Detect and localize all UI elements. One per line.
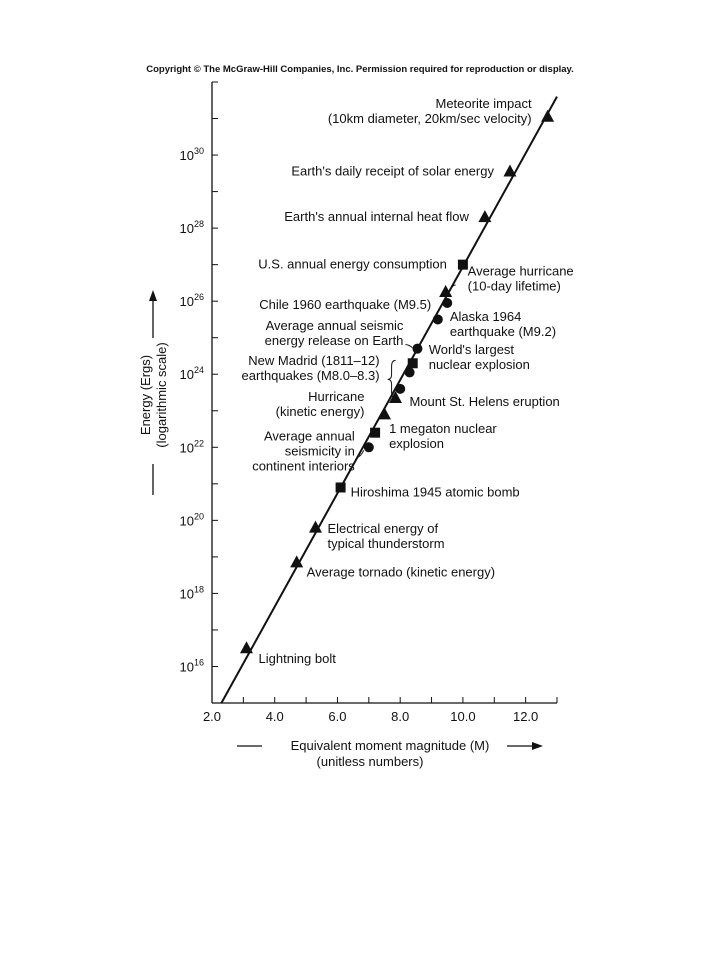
copyright-notice: Copyright © The McGraw-Hill Companies, Inc. Permission required for reproduction or display. xyxy=(146,64,574,75)
y-axis-title-group xyxy=(138,342,169,447)
leader-line xyxy=(405,345,412,348)
point-label: World's largest xyxy=(428,341,515,357)
point-label: Average tornado (kinetic energy) xyxy=(306,564,496,580)
point-square xyxy=(336,482,346,492)
y-tick-label: $10^{18}$ xyxy=(179,584,204,602)
point-triangle xyxy=(503,164,516,176)
x-tick-label: 12.0 xyxy=(512,709,539,724)
point-label: Average annual xyxy=(263,428,355,444)
y-title-arrowhead xyxy=(149,290,157,301)
point-circle xyxy=(405,367,415,377)
point-label: earthquakes (M8.0–8.3) xyxy=(241,367,380,383)
point-triangle xyxy=(378,407,391,419)
point-circle xyxy=(442,298,452,308)
point-label: continent interiors xyxy=(252,458,355,474)
x-tick-label: 8.0 xyxy=(391,709,410,724)
point-label: Chile 1960 earthquake (M9.5) xyxy=(259,297,432,313)
y-axis-subtitle: (logarithmic scale) xyxy=(154,342,169,448)
point-label: Lightning bolt xyxy=(258,651,336,667)
point-label: earthquake (M9.2) xyxy=(449,323,557,339)
point-label: U.S. annual energy consumption xyxy=(258,256,447,272)
point-label: Average annual seismic xyxy=(265,318,404,334)
point-triangle xyxy=(541,110,554,122)
x-tick-label: 10.0 xyxy=(450,709,476,724)
point-label: (kinetic energy) xyxy=(275,403,365,419)
point-label: (10-day lifetime) xyxy=(467,278,561,294)
point-square xyxy=(458,260,468,270)
point-label: Electrical energy of xyxy=(327,521,439,537)
point-label: nuclear explosion xyxy=(428,356,530,372)
point-label: energy release on Earth xyxy=(264,333,404,349)
point-circle xyxy=(412,344,422,354)
x-tick-label: 4.0 xyxy=(265,709,284,724)
point-label: (10km diameter, 20km/sec velocity) xyxy=(327,111,532,127)
annotations-layer xyxy=(242,96,574,666)
x-axis-subtitle: (unitless numbers) xyxy=(316,754,424,769)
point-label: Hurricane xyxy=(308,388,365,404)
x-tick-label: 6.0 xyxy=(328,709,347,724)
point-label: explosion xyxy=(389,436,445,452)
point-label: Hiroshima 1945 atomic bomb xyxy=(350,484,520,500)
y-tick-label: $10^{20}$ xyxy=(179,511,204,529)
y-tick-label: $10^{26}$ xyxy=(179,292,204,310)
point-square xyxy=(370,428,380,438)
point-circle xyxy=(364,442,374,452)
y-tick-label: $10^{16}$ xyxy=(179,657,204,675)
x-title-arrowhead xyxy=(532,742,543,750)
x-tick-label: 2.0 xyxy=(202,709,222,724)
y-axis-title: Energy (Ergs) xyxy=(138,354,153,436)
y-tick-label: $10^{24}$ xyxy=(179,365,204,383)
point-label: Meteorite impact xyxy=(435,96,532,112)
point-square xyxy=(408,358,418,368)
point-label: Earth's daily receipt of solar energy xyxy=(291,163,494,179)
point-circle xyxy=(433,314,443,324)
point-label: Average hurricane xyxy=(467,263,574,279)
point-triangle xyxy=(478,210,491,222)
point-label: seismicity in xyxy=(284,443,355,459)
point-label: typical thunderstorm xyxy=(327,536,445,552)
y-tick-label: $10^{28}$ xyxy=(179,219,204,237)
point-label: New Madrid (1811–12) xyxy=(248,352,380,368)
point-label: 1 megaton nuclear xyxy=(389,421,497,437)
point-circle xyxy=(395,384,405,394)
brace xyxy=(388,360,396,398)
y-tick-label: $10^{22}$ xyxy=(179,438,204,456)
point-triangle xyxy=(240,641,253,653)
point-label: Earth's annual internal heat flow xyxy=(284,209,469,225)
y-tick-label: $10^{30}$ xyxy=(179,146,204,164)
x-axis-title: Equivalent moment magnitude (M) xyxy=(290,738,490,753)
point-label: Mount St. Helens eruption xyxy=(409,393,560,409)
point-label: Alaska 1964 xyxy=(449,308,522,324)
